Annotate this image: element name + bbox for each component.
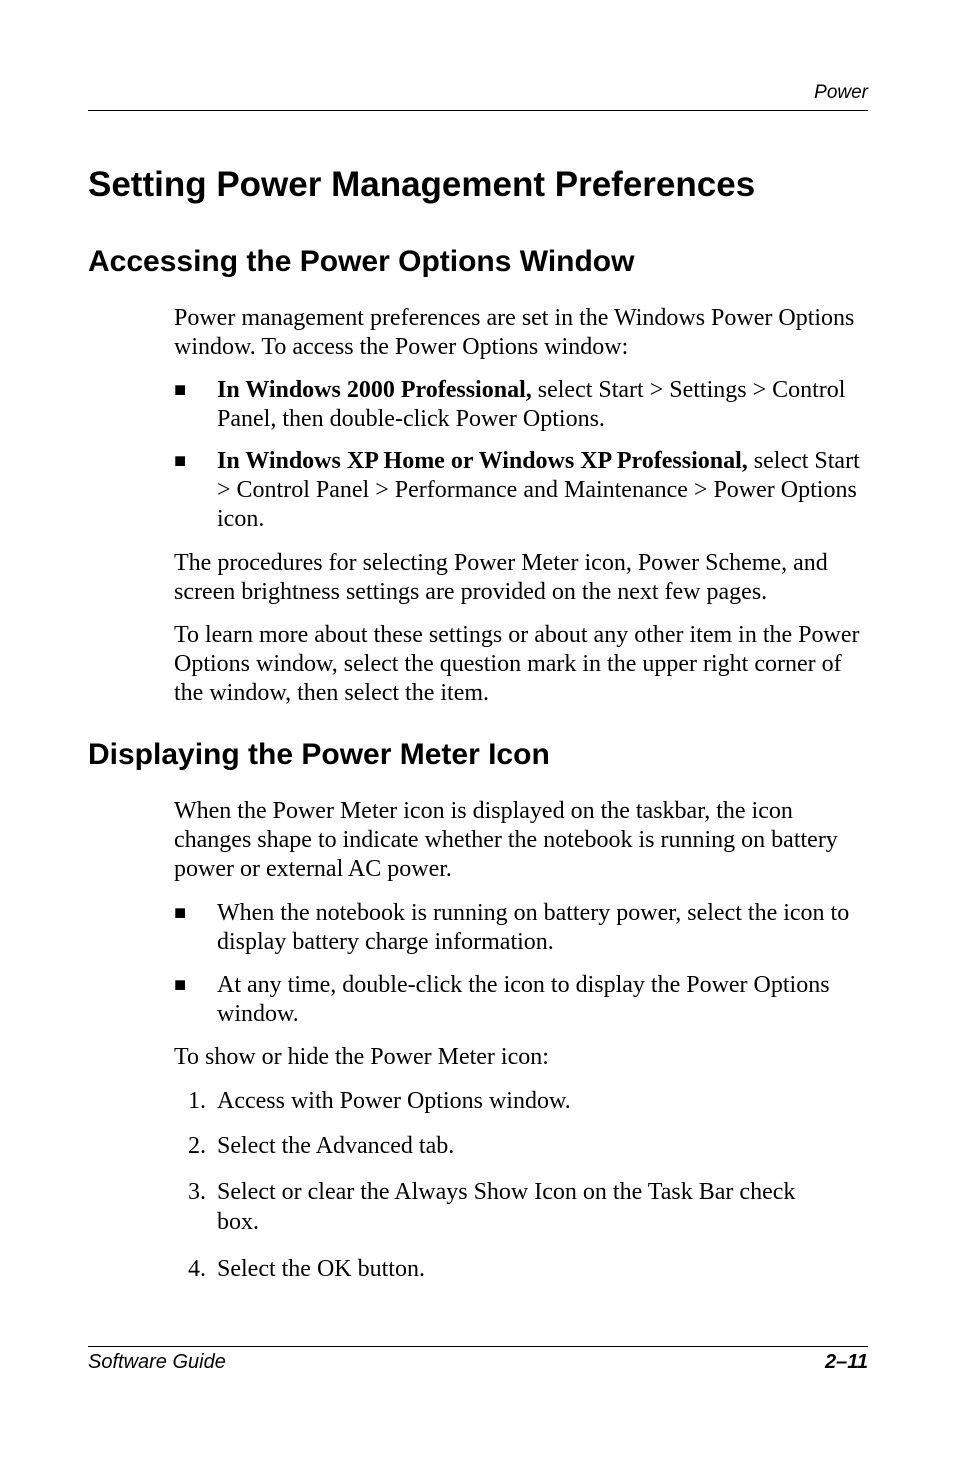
list-item: ■ In Windows 2000 Professional, select Start > Settings > Control Panel, then double-click Power Options. bbox=[174, 377, 846, 432]
bullet-icon: ■ bbox=[174, 450, 187, 472]
section2-intro: When the Power Meter icon is displayed on the taskbar, the icon changes shape to indicate whether the notebook is running on battery power or external AC power. bbox=[174, 798, 838, 882]
footer-rule bbox=[88, 1346, 868, 1347]
step-item: 3. Select or clear the Always Show Icon on the Task Bar check box. bbox=[188, 1179, 796, 1235]
page-title: Setting Power Management Preferences bbox=[88, 165, 756, 204]
steps-intro: To show or hide the Power Meter icon: bbox=[174, 1044, 549, 1070]
bullet-icon: ■ bbox=[174, 974, 187, 996]
list-item: ■ In Windows XP Home or Windows XP Professional, select Start > Control Panel > Performance and Maintenance > Power Options icon. bbox=[174, 448, 860, 532]
step-item: 1. Access with Power Options window. bbox=[188, 1088, 571, 1114]
list-item: ■ At any time, double-click the icon to display the Power Options window. bbox=[174, 972, 830, 1027]
step-item: 4. Select the OK button. bbox=[188, 1256, 425, 1282]
section-heading-power-meter: Displaying the Power Meter Icon bbox=[88, 738, 550, 771]
step-item: 2. Select the Advanced tab. bbox=[188, 1133, 455, 1159]
section1-intro: Power management preferences are set in the Windows Power Options window. To access the Power Options window: bbox=[174, 305, 855, 360]
list-item: ■ When the notebook is running on battery power, select the icon to display battery charge information. bbox=[174, 900, 850, 955]
footer-guide-name: Software Guide bbox=[88, 1351, 226, 1373]
bullet-icon: ■ bbox=[174, 902, 187, 924]
header-rule bbox=[88, 110, 868, 111]
running-header: Power bbox=[814, 82, 868, 103]
section-heading-accessing: Accessing the Power Options Window bbox=[88, 245, 635, 278]
section1-paragraph-3: To learn more about these settings or about any other item in the Power Options window, select the question mark in the upper right corner of the window, then select the item. bbox=[174, 622, 860, 706]
section1-paragraph-2: The procedures for selecting Power Meter icon, Power Scheme, and screen brightness settings are provided on the next few pages. bbox=[174, 550, 828, 605]
page-number: 2–11 bbox=[824, 1351, 868, 1373]
bullet-icon: ■ bbox=[174, 379, 187, 401]
